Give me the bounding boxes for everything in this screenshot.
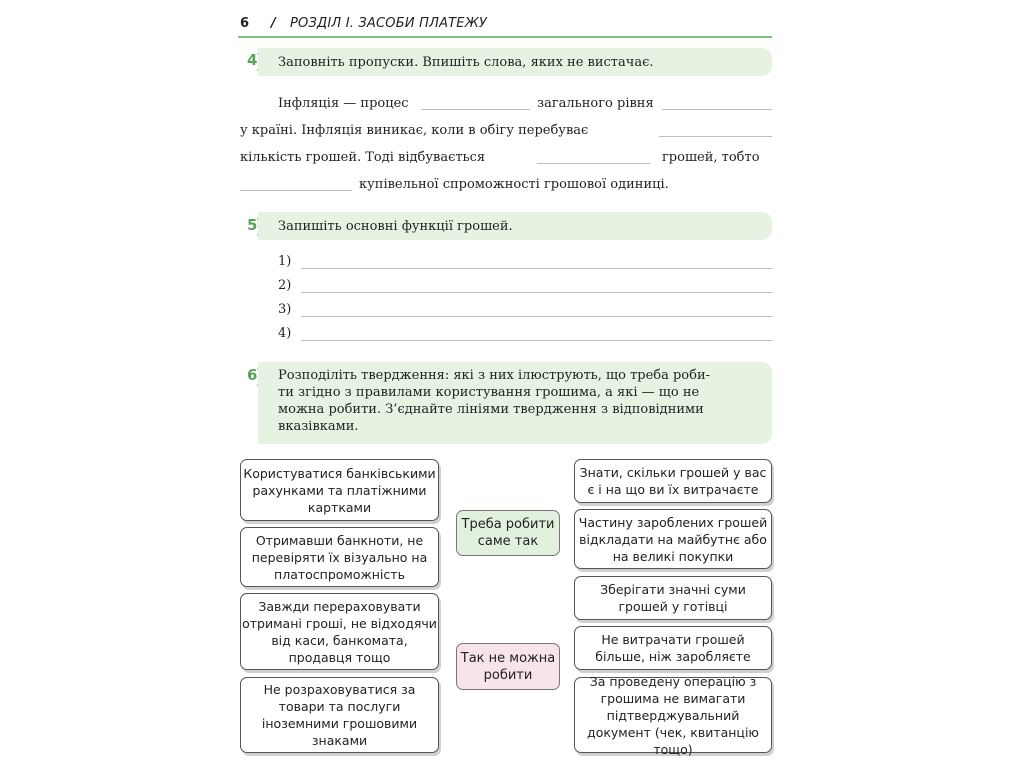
header-separator: / xyxy=(271,16,276,31)
task-6-instruction-line-2: ти згідно з правилами користування грошима, а які — що не xyxy=(278,385,700,400)
answer-line-3[interactable] xyxy=(301,316,772,317)
page-number: 6 xyxy=(240,16,250,31)
fill-blank-1[interactable] xyxy=(421,109,530,110)
fill-blank-5[interactable] xyxy=(240,190,352,191)
task-6-instruction-line-3: можна робити. З’єднайте лініями твердження з відповідними xyxy=(278,402,704,417)
statement-text: Частину зароблених грошей відкладати на майбутнє або на великі покупки xyxy=(578,514,768,564)
task-4-text-line-4a: купівельної спроможності грошової одиниці. xyxy=(359,177,669,192)
statement-card-right-5[interactable] xyxy=(574,673,772,757)
statement-text: За проведену операцію з грошима не вимагати підтверджувальний документ (чек, квитанцію тощо) xyxy=(587,673,759,757)
statement-text: Знати, скільки грошей у вас є і на що ви їх витрачаєте xyxy=(579,465,767,497)
task-4-text-line-2a: у країні. Інфляція виникає, коли в обігу перебуває xyxy=(240,123,589,138)
task-6-number: 6 xyxy=(247,366,258,384)
task-6-instruction-bar xyxy=(258,362,772,444)
dont-label-box[interactable] xyxy=(456,643,560,690)
statement-card-right-2[interactable] xyxy=(574,509,772,569)
fill-blank-4[interactable] xyxy=(537,163,650,164)
dont-label: Так не можна робити xyxy=(460,650,556,683)
statement-card-right-1[interactable] xyxy=(574,459,772,503)
statement-card-left-3[interactable] xyxy=(240,593,439,670)
task-5-instruction: Запишіть основні функції грошей. xyxy=(278,219,513,234)
task-4-text-line-1a: Інфляція — процес xyxy=(278,96,409,111)
page-header xyxy=(238,14,772,38)
task-4-instruction: Заповніть пропуски. Впишіть слова, яких не вистачає. xyxy=(278,55,654,70)
answer-label-3: 3) xyxy=(278,302,292,317)
answer-line-2[interactable] xyxy=(301,292,772,293)
statement-text: Не розраховуватися за товари та послуги іноземними грошовими знаками xyxy=(261,682,418,748)
task-4-number: 4 xyxy=(247,51,258,69)
task-4-text-line-1b: загального рівня xyxy=(537,96,654,111)
statement-card-left-4[interactable] xyxy=(240,677,439,753)
task-6-instruction-line-1: Розподіліть твердження: які з них ілюструють, що треба роби- xyxy=(278,368,711,383)
section-title: РОЗДІЛ I. ЗАСОБИ ПЛАТЕЖУ xyxy=(290,16,488,31)
task-4-instruction-bar xyxy=(258,48,772,76)
task-5-instruction-bar xyxy=(258,212,772,240)
statement-text: Не витрачати грошей більше, ніж заробляєте xyxy=(595,632,751,664)
task-5-number: 5 xyxy=(247,216,258,234)
statement-card-left-2[interactable] xyxy=(240,527,439,587)
fill-blank-3[interactable] xyxy=(659,136,772,137)
answer-label-1: 1) xyxy=(278,254,292,269)
statement-card-right-4[interactable] xyxy=(574,626,772,670)
answer-label-2: 2) xyxy=(278,278,292,293)
fill-blank-2[interactable] xyxy=(662,109,772,110)
statement-text: Зберігати значні суми грошей у готівці xyxy=(600,582,746,614)
do-label: Треба робити саме так xyxy=(461,517,555,549)
statement-card-left-1[interactable] xyxy=(240,459,439,521)
do-label-box[interactable] xyxy=(456,510,560,556)
answer-label-4: 4) xyxy=(278,326,292,341)
answer-line-4[interactable] xyxy=(301,340,772,341)
task-4-text-line-3a: кількість грошей. Тоді відбувається xyxy=(240,150,486,165)
task-4-text-line-3b: грошей, тобто xyxy=(662,150,760,165)
statement-text: Користуватися банківськими рахунками та платіжними картками xyxy=(243,465,436,515)
statement-text: Отримавши банкноти, не перевіряти їх візуально на платоспроможність xyxy=(251,532,428,582)
statement-text: Завжди перераховувати отримані гроші, не відходячи від каси, банкомата, продавця тощо xyxy=(242,598,437,665)
statement-card-right-3[interactable] xyxy=(574,576,772,620)
answer-line-1[interactable] xyxy=(301,268,772,269)
task-6-instruction-line-4: вказівками. xyxy=(278,419,359,434)
